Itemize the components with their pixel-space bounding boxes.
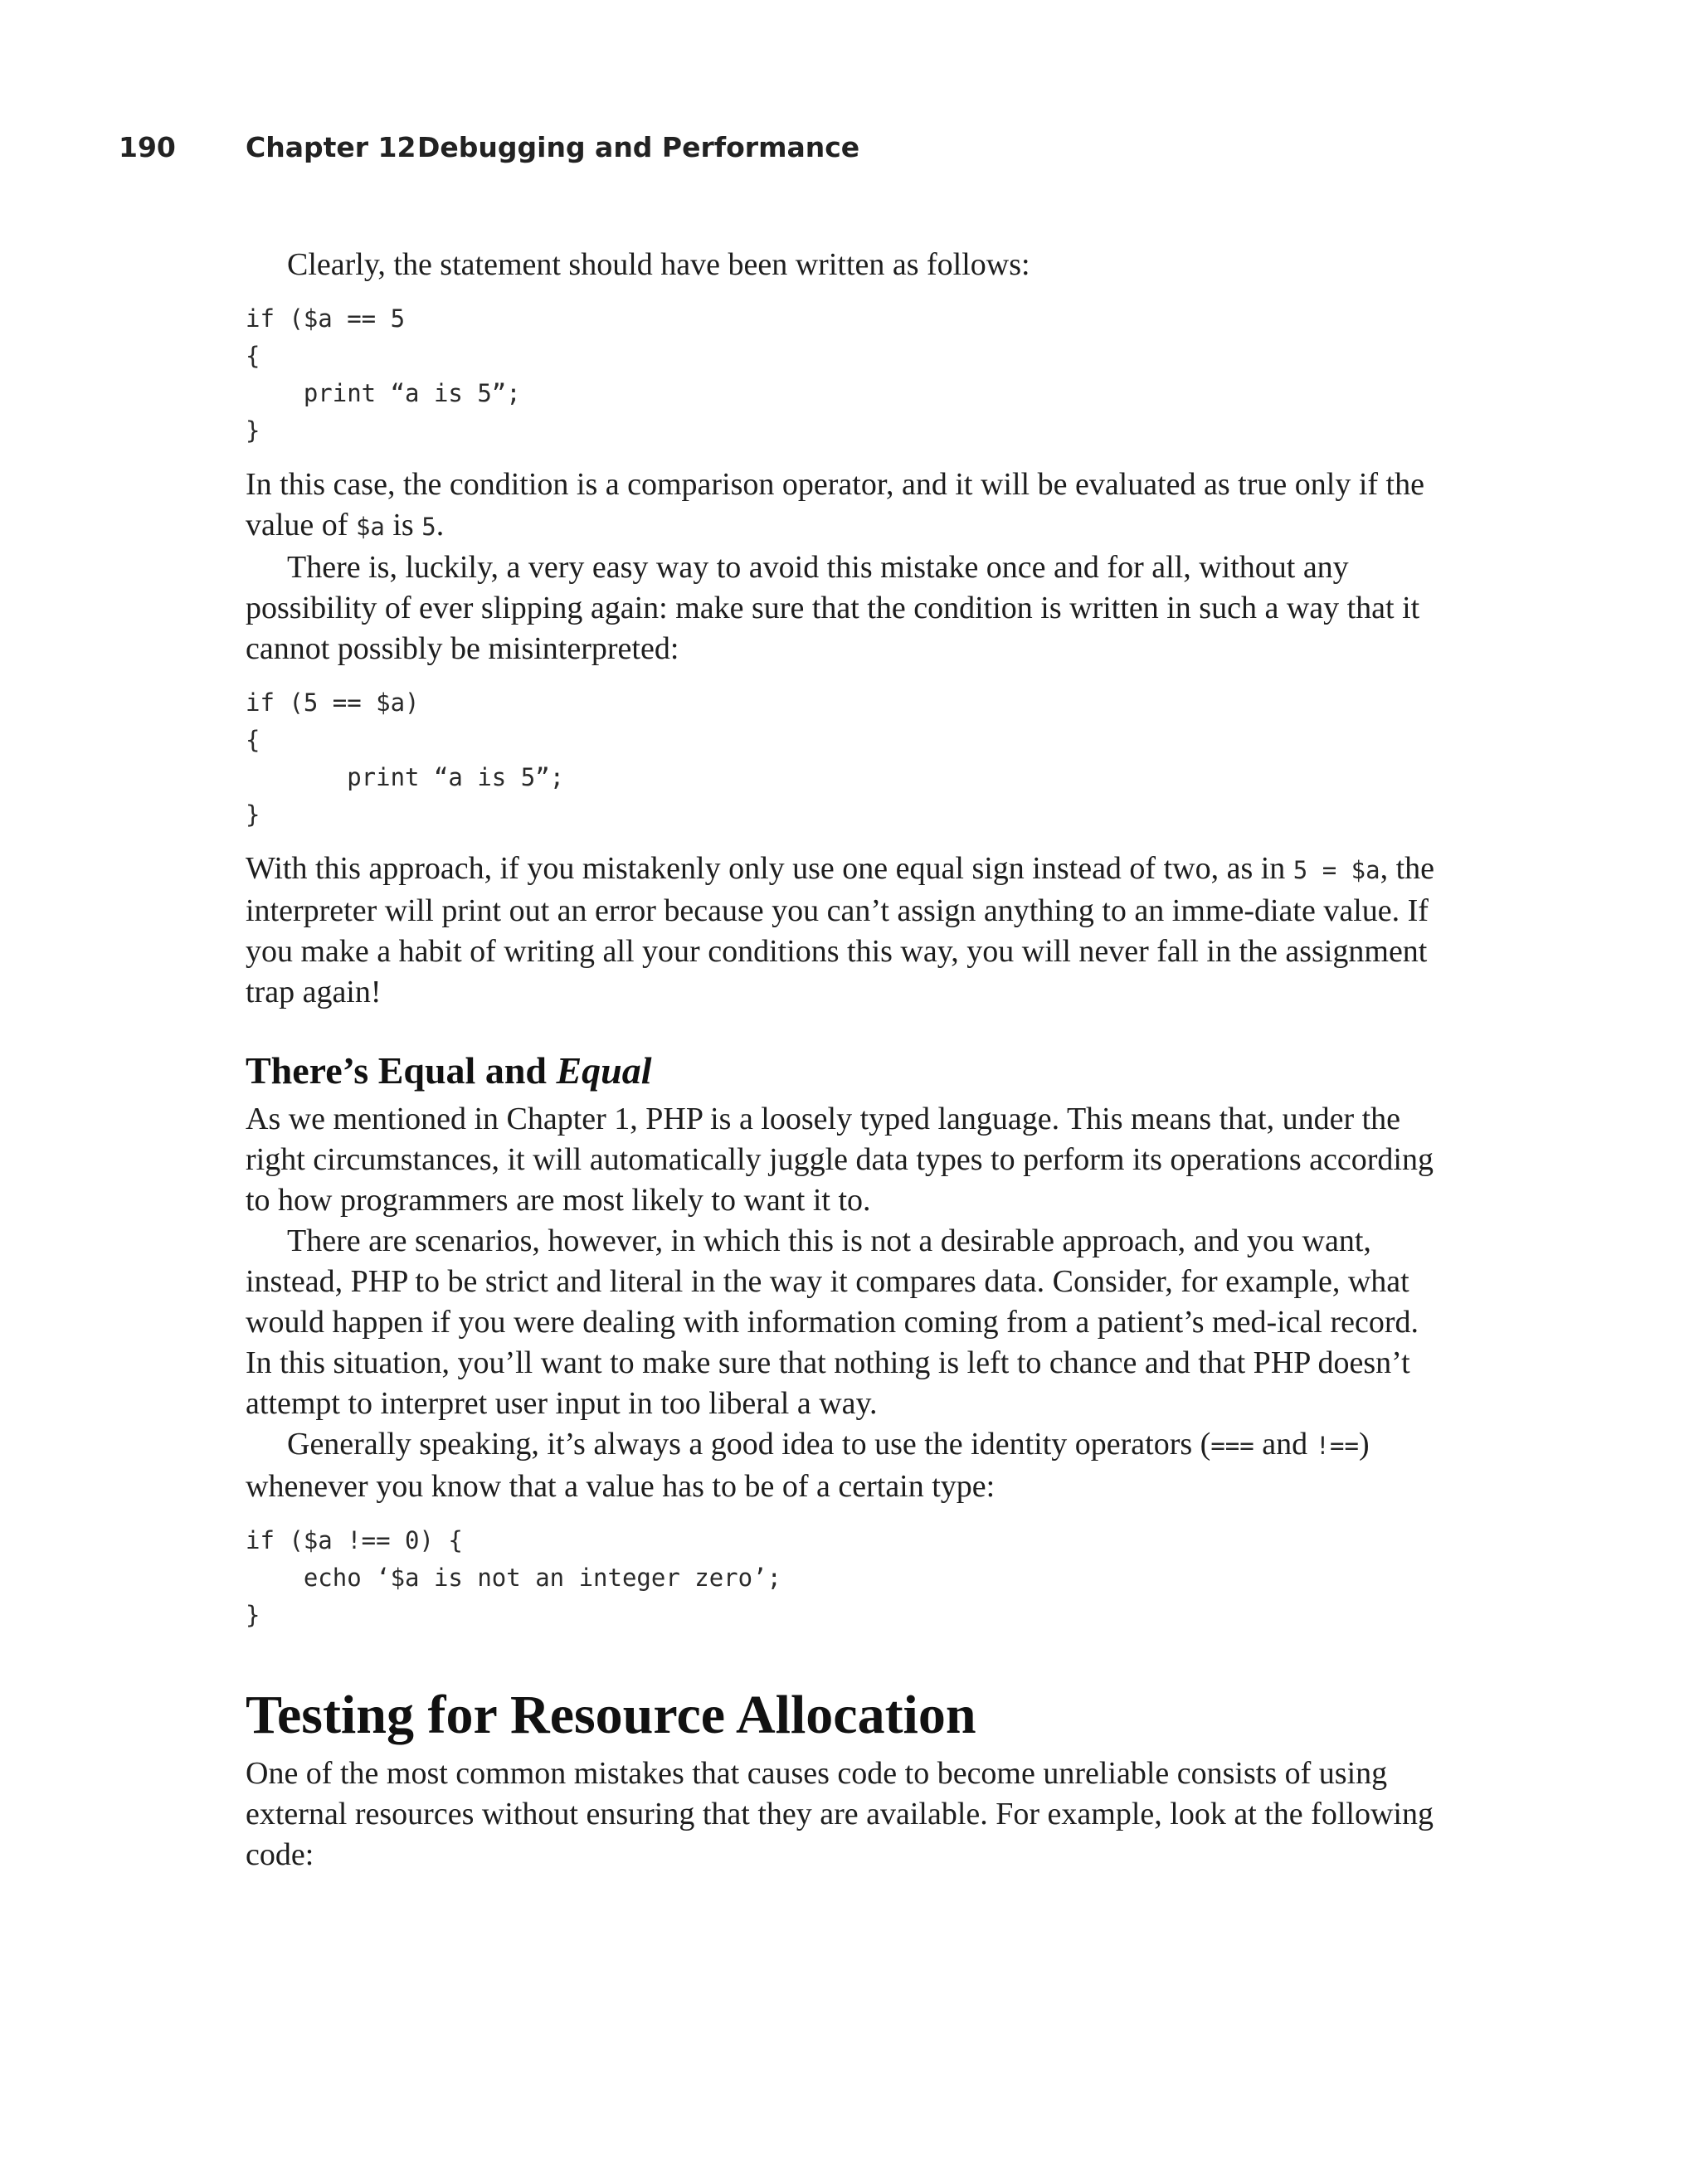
page-body (246, 245, 1440, 1875)
subsection-heading-italic: Equal (556, 1049, 652, 1092)
paragraph-avoid-mistake: There is, luckily, a very easy way to avoid this mistake once and for all, without any possibility of ever slipping again: make sure that the condition is written in such a way that it cannot possibly be misinterpreted: (246, 550, 1420, 666)
paragraph-intro: Clearly, the statement should have been written as follows: (287, 247, 1030, 282)
text-run: In this case, the condition is a comparison operator, and it will be evaluated as true only if the value of (246, 467, 1424, 542)
text-run: ) whenever you know that a value has to be of a certain type: (246, 1427, 1370, 1504)
paragraph-approach (246, 849, 1440, 1013)
paragraph-comparison (246, 465, 1440, 547)
text-run: . (436, 508, 445, 542)
page-number: 190 (119, 131, 176, 163)
section-heading: Testing for Resource Allocation (246, 1685, 976, 1745)
paragraph-identity-operators (246, 1424, 1440, 1507)
inline-code: $a (355, 513, 385, 541)
subsection-heading (246, 1048, 1440, 1094)
chapter-label: Chapter 12 (246, 131, 416, 163)
text-run: With this approach, if you mistakenly only use one equal sign instead of two, as in (246, 851, 1293, 886)
paragraph-scenarios: There are scenarios, however, in which this is not a desirable approach, and you want, instead, PHP to be strict and literal in the way it compares data. Consider, for example, what would happen if you were dealing with information coming from a patient’s med-ical record. In this situation, you’ll want to make sure that nothing is left to chance and that PHP doesn’t attempt to interpret user input in too liberal a way. (246, 1223, 1419, 1421)
text-run: is (384, 508, 422, 542)
code-block-assignment-fix: if ($a == 5 { print “a is 5”; } (246, 304, 521, 445)
inline-code: !== (1315, 1432, 1359, 1460)
code-block-reversed-condition: if (5 == $a) { print “a is 5”; } (246, 688, 565, 829)
code-block-identity: if ($a !== 0) { echo ‘$a is not an integer zero’; } (246, 1526, 782, 1629)
running-header (0, 131, 1699, 173)
paragraph-resources: One of the most common mistakes that causes code to become unreliable consists of using external resources without ensuring that they are available. For example, look at the following code: (246, 1756, 1434, 1872)
subsection-heading-plain: There’s Equal and (246, 1049, 557, 1092)
inline-code: === (1210, 1432, 1254, 1460)
text-run: Generally speaking, it’s always a good idea to use the identity operators ( (287, 1427, 1211, 1462)
inline-code: 5 (421, 513, 436, 541)
inline-code: 5 = $a (1293, 856, 1380, 884)
text-run: , the interpreter will print out an error because you can’t assign anything to an imme-diate value. If you make a habit of writing all your conditions this way, you will never fall in the assignment trap again! (246, 851, 1434, 1009)
chapter-title: Debugging and Performance (417, 131, 860, 163)
paragraph-loosely-typed: As we mentioned in Chapter 1, PHP is a loosely typed language. This means that, under the right circumstances, it will automatically juggle data types to perform its operations according to how programmers are most likely to want it to. (246, 1102, 1434, 1218)
text-run: and (1254, 1427, 1316, 1462)
